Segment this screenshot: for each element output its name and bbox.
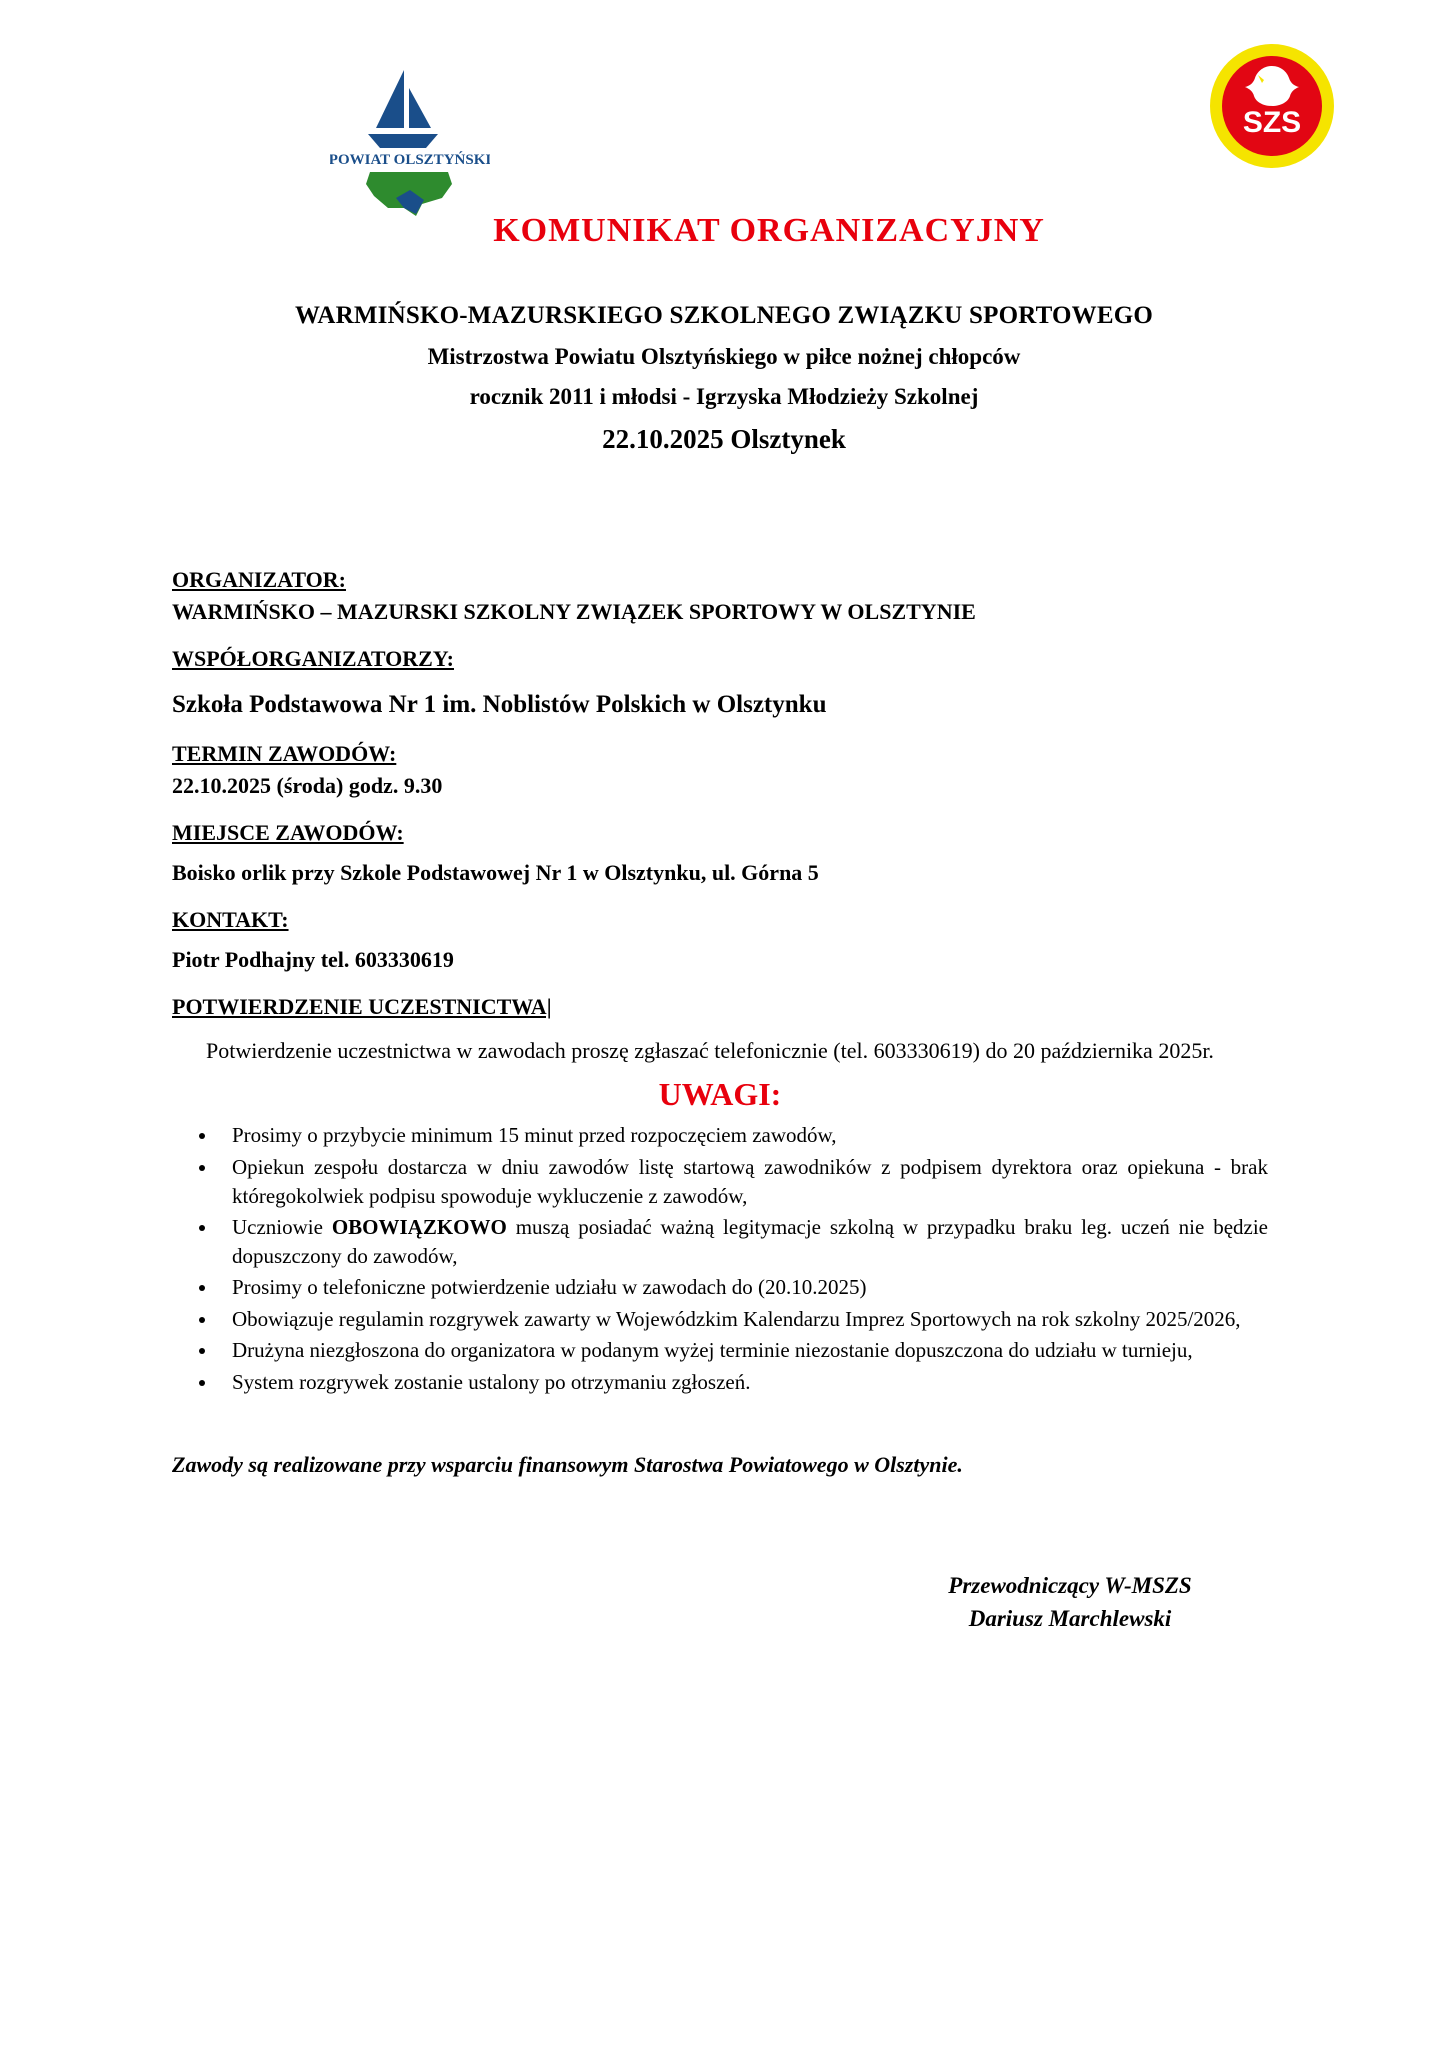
header-date: 22.10.2025 Olsztynek xyxy=(602,424,846,454)
signature-block xyxy=(172,1570,1268,1635)
value-kontakt: Piotr Podhajny tel. 603330619 xyxy=(172,947,454,973)
header-block xyxy=(0,302,1448,455)
list-item: • Uczniowie OBOWIĄZKOWO muszą posiadać ważną legitymacje szkolną w przypadku braku leg. uczeń nie będzie dopuszczony do zawodów, xyxy=(218,1213,1268,1270)
label-potwierdzenie: POTWIERDZENIE UCZESTNICTWA| xyxy=(172,994,552,1020)
uwagi-list xyxy=(172,1121,1268,1396)
value-miejsce: Boisko orlik przy Szkole Podstawowej Nr 1 w Olsztynku, ul. Górna 5 xyxy=(172,860,819,886)
document-body xyxy=(172,455,1268,1636)
label-organizator: ORGANIZATOR: xyxy=(172,567,346,592)
szs-logo xyxy=(1206,40,1338,172)
label-miejsce: MIEJSCE ZAWODÓW: xyxy=(172,820,404,846)
header-event: Mistrzostwa Powiatu Olsztyńskiego w piłce nożnej chłopców xyxy=(427,344,1021,369)
list-item: • Prosimy o przybycie minimum 15 minut przed rozpoczęciem zawodów, xyxy=(218,1121,1268,1150)
powiat-logo-text: POWIAT OLSZTYŃSKI xyxy=(330,152,490,168)
label-kontakt: KONTAKT: xyxy=(172,907,289,933)
szs-logo-text: SZS xyxy=(1242,106,1302,139)
list-item: • Prosimy o telefoniczne potwierdzenie udziału w zawodach do (20.10.2025) xyxy=(218,1273,1268,1302)
value-wspolorganizatorzy: Szkoła Podstawowa Nr 1 im. Noblistów Polskich w Olsztynku xyxy=(172,691,827,719)
signature-name: Dariusz Marchlewski xyxy=(968,1606,1172,1632)
value-organizator: WARMIŃSKO – MAZURSKI SZKOLNY ZWIĄZEK SPORTOWY W OLSZTYNIE xyxy=(172,599,976,624)
support-note: Zawody są realizowane przy wsparciu finansowym Starostwa Powiatowego w Olsztynie. xyxy=(172,1452,963,1478)
list-item: • Opiekun zespołu dostarcza w dniu zawodów listę startową zawodników z podpisem dyrektora oraz opiekuna - brak któregokolwiek podpisu spowoduje wykluczenie z zawodów, xyxy=(218,1153,1268,1210)
signature-role: Przewodniczący W-MSZS xyxy=(948,1573,1192,1599)
page-title: KOMUNIKAT ORGANIZACYJNY xyxy=(493,212,1045,249)
list-item: • System rozgrywek zostanie ustalony po otrzymaniu zgłoszeń. xyxy=(218,1368,1268,1397)
label-termin: TERMIN ZAWODÓW: xyxy=(172,741,397,767)
text-potwierdzenie: Potwierdzenie uczestnictwa w zawodach proszę zgłaszać telefonicznie (tel. 603330619) do 20 października 2025r. xyxy=(206,1038,1214,1064)
list-item: • Drużyna niezgłoszona do organizatora w podanym wyżej terminie niezostanie dopuszczona do udziału w turnieju, xyxy=(218,1336,1268,1365)
header-category: rocznik 2011 i młodsi - Igrzyska Młodzieży Szkolnej xyxy=(469,384,979,409)
value-termin: 22.10.2025 (środa) godz. 9.30 xyxy=(172,773,443,799)
header-organization: WARMIŃSKO-MAZURSKIEGO SZKOLNEGO ZWIĄZKU SPORTOWEGO xyxy=(294,302,1154,329)
list-item: • Obowiązuje regulamin rozgrywek zawarty w Wojewódzkim Kalendarzu Imprez Sportowych na rok szkolny 2025/2026, xyxy=(218,1305,1268,1334)
uwagi-title: UWAGI: xyxy=(658,1076,782,1113)
label-wspolorganizatorzy: WSPÓŁORGANIZATORZY: xyxy=(172,646,454,672)
powiat-olsztynski-logo xyxy=(330,58,490,218)
